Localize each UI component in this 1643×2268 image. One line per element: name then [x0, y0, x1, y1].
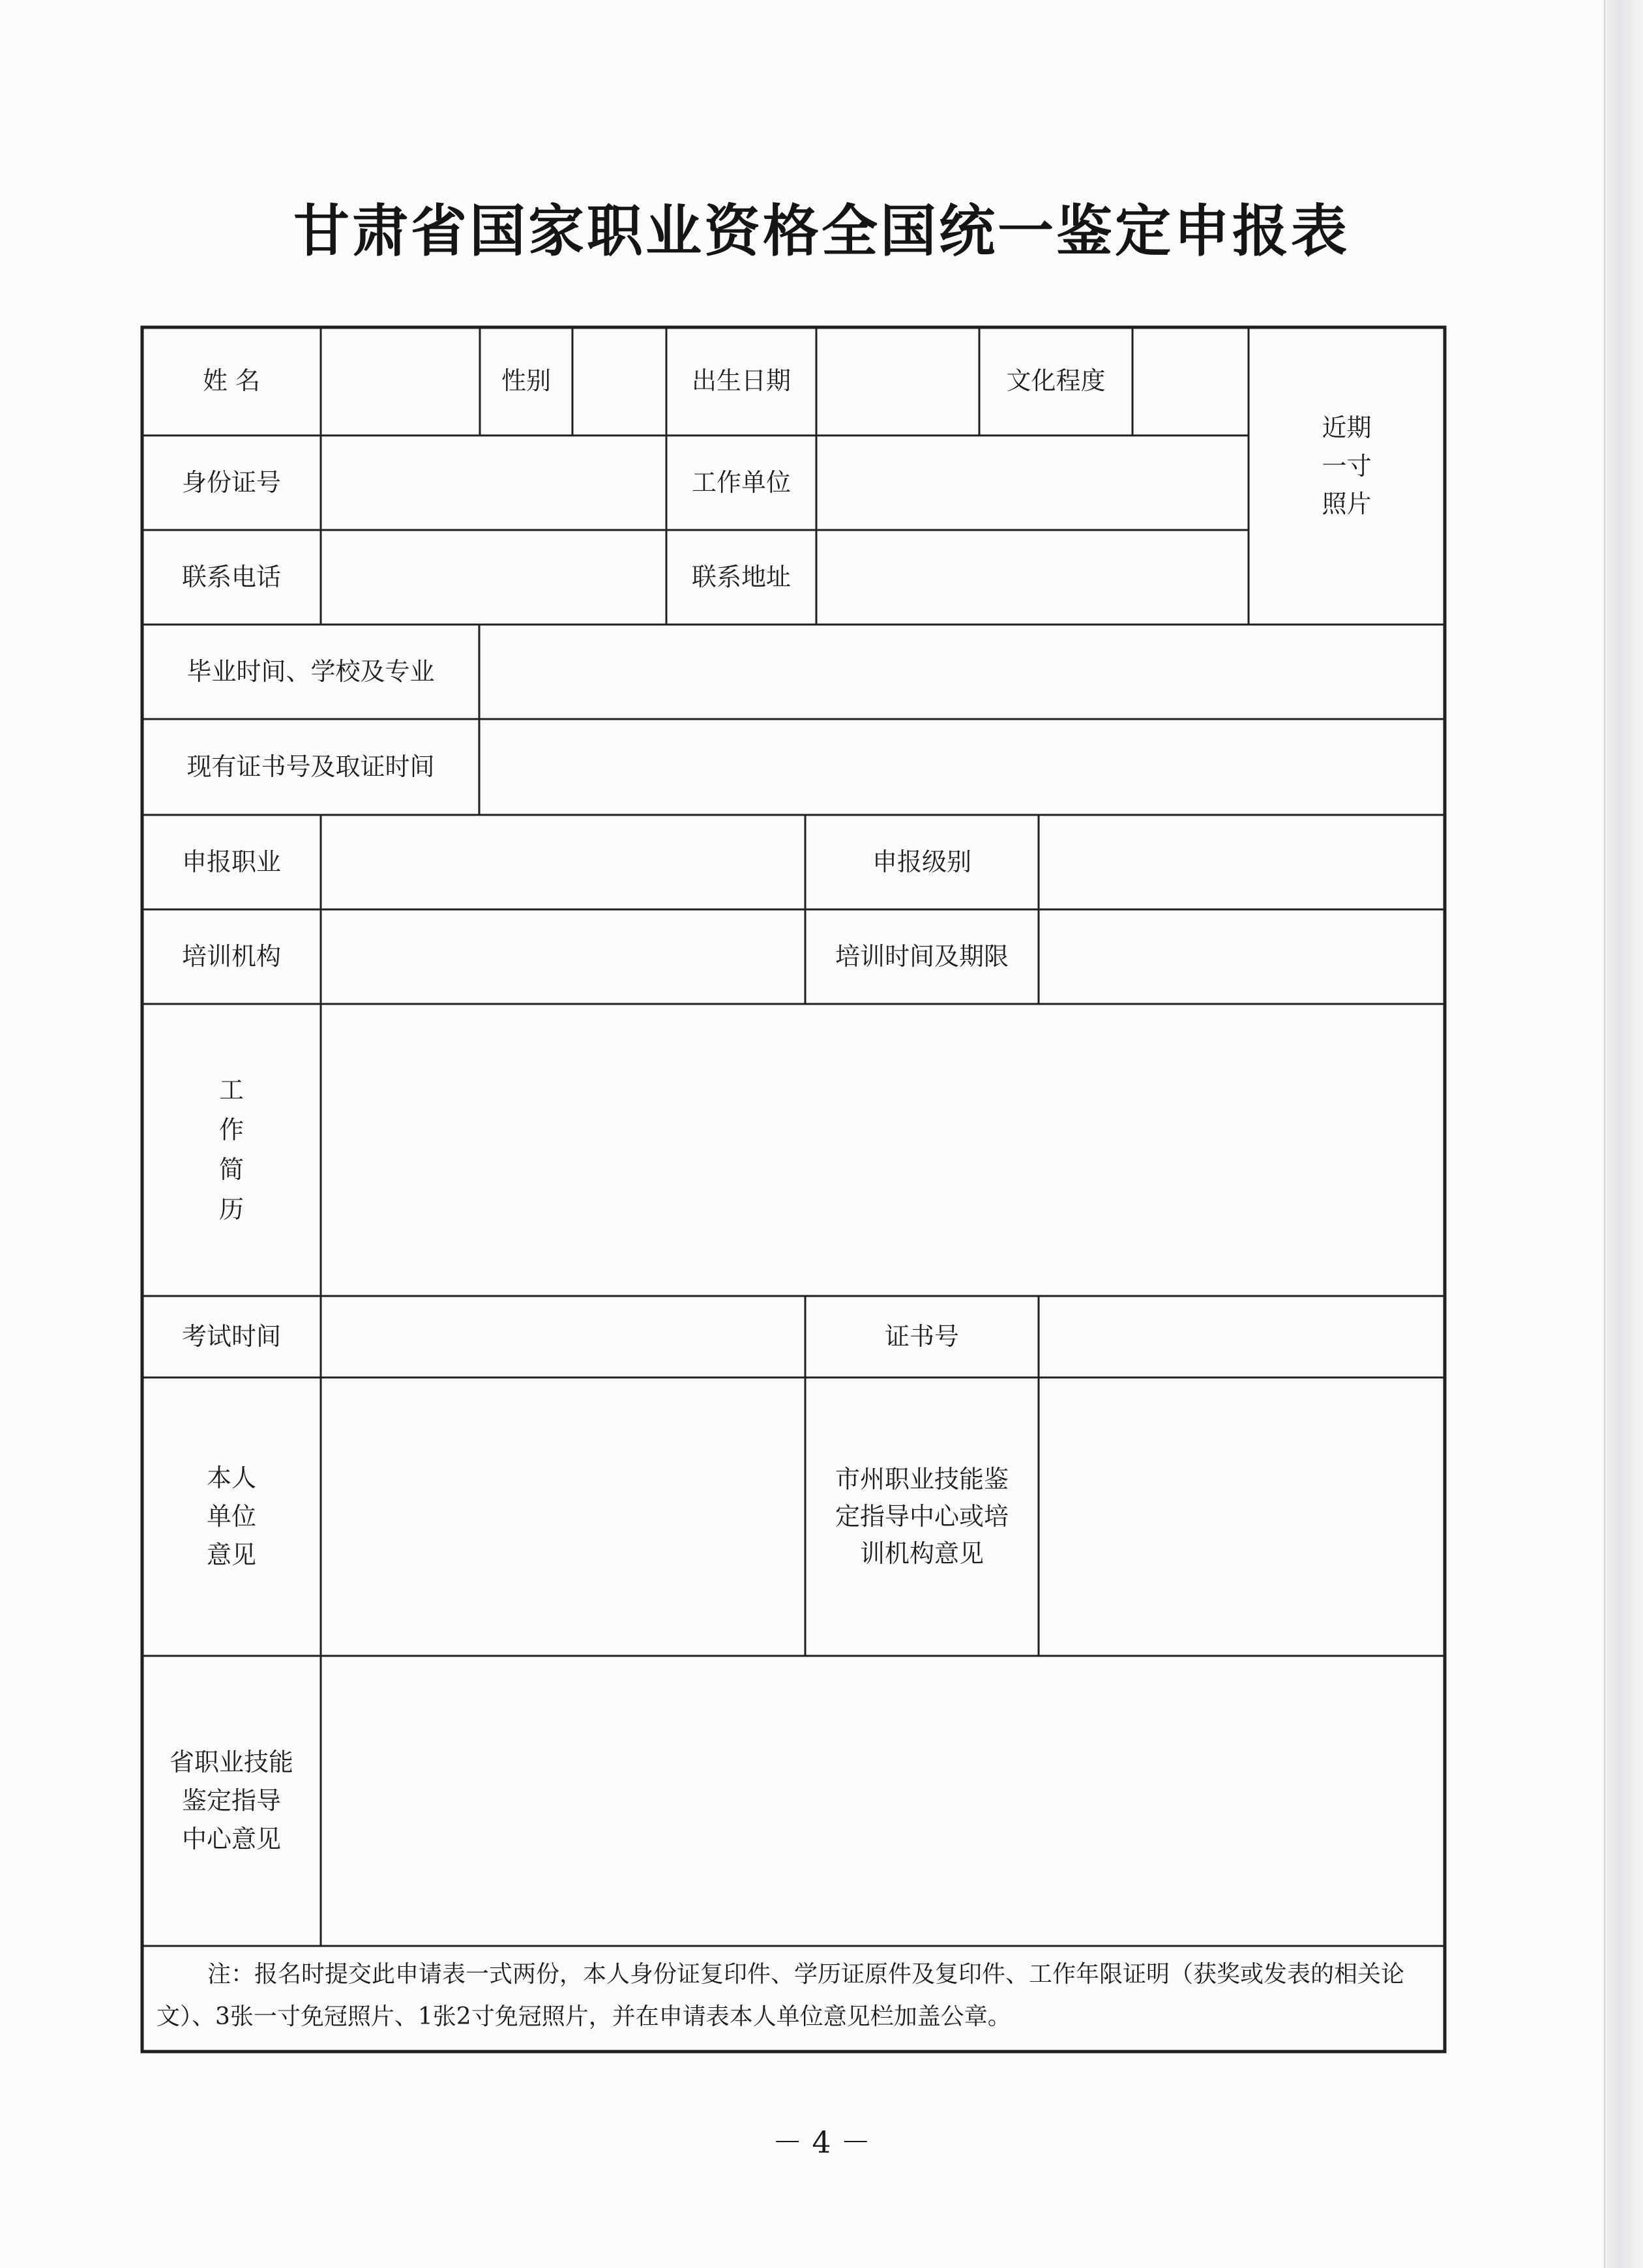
name-field[interactable]: [321, 327, 480, 435]
photo-label-line: 一寸: [1322, 451, 1372, 480]
unit-opinion-line: 单位: [206, 1502, 256, 1531]
work-history-label: [142, 1004, 321, 1296]
cert-number-label: 证书号: [884, 1321, 959, 1351]
form-note: 注：报名时提交此申请表一式两份，本人身份证复印件、学历证原件及复印件、工作年限证明（获奖或发表的相关论文）、3张一寸免冠照片、1张2寸免冠照片，并在申请表本人单位意见栏加盖公章。: [156, 1961, 1405, 2030]
province-opinion-label: [142, 1656, 321, 1946]
photo-label-line: 照片: [1322, 490, 1372, 519]
photo-box[interactable]: [1249, 391, 1445, 541]
address-label: 联系地址: [691, 562, 791, 591]
city-opinion-line: 训机构意见: [859, 1539, 984, 1568]
city-opinion-line: 市州职业技能鉴: [835, 1465, 1009, 1494]
province-opinion-field[interactable]: [321, 1656, 1445, 1946]
work-history-char: 简: [218, 1155, 244, 1184]
workplace-label: 工作单位: [691, 467, 791, 497]
address-field[interactable]: [816, 530, 1249, 625]
province-opinion-line: 鉴定指导: [181, 1786, 281, 1816]
page-number: － 4 －: [772, 2125, 871, 2160]
birth-date-field[interactable]: [816, 327, 979, 435]
gender-label: 性别: [501, 366, 551, 396]
graduation-label: 毕业时间、学校及专业: [186, 656, 435, 686]
education-field[interactable]: [1132, 327, 1249, 435]
province-opinion-line: 中心意见: [181, 1824, 281, 1853]
level-label: 申报级别: [872, 847, 971, 876]
certificate-label: 现有证书号及取证时间: [186, 752, 435, 781]
birth-date-label: 出生日期: [691, 366, 791, 396]
work-history-char: 工: [218, 1076, 244, 1105]
province-opinion-line: 省职业技能: [169, 1748, 293, 1777]
occupation-label: 申报职业: [181, 847, 281, 876]
level-field[interactable]: [1039, 815, 1445, 909]
city-opinion-label: [805, 1377, 1039, 1656]
training-org-label: 培训机构: [181, 941, 281, 971]
work-history-field[interactable]: [321, 1004, 1445, 1296]
work-history-char: 历: [218, 1194, 244, 1224]
id-number-label: 身份证号: [181, 467, 281, 497]
education-label: 文化程度: [1006, 366, 1106, 396]
training-time-label: 培训时间及期限: [835, 941, 1009, 971]
exam-time-field[interactable]: [321, 1296, 805, 1377]
exam-time-label: 考试时间: [181, 1321, 281, 1351]
city-opinion-field[interactable]: [1039, 1377, 1445, 1656]
phone-label: 联系电话: [181, 562, 281, 591]
cert-number-field[interactable]: [1039, 1296, 1445, 1377]
occupation-field[interactable]: [321, 815, 805, 909]
training-time-field[interactable]: [1039, 909, 1445, 1004]
unit-opinion-line: 本人: [206, 1464, 256, 1493]
training-org-field[interactable]: [321, 909, 805, 1004]
city-opinion-line: 定指导中心或培: [835, 1502, 1009, 1531]
workplace-field[interactable]: [816, 435, 1249, 530]
unit-opinion-label: [142, 1377, 321, 1656]
graduation-field[interactable]: [479, 625, 1445, 719]
name-label: 姓 名: [202, 366, 261, 396]
id-number-field[interactable]: [321, 435, 666, 530]
phone-field[interactable]: [321, 530, 666, 625]
certificate-field[interactable]: [479, 719, 1445, 815]
form-title: 甘肃省国家职业资格全国统一鉴定申报表: [293, 198, 1350, 264]
unit-opinion-field[interactable]: [321, 1377, 805, 1656]
gender-field[interactable]: [572, 327, 666, 435]
unit-opinion-line: 意见: [206, 1540, 256, 1569]
work-history-char: 作: [218, 1115, 244, 1145]
photo-label-line: 近期: [1322, 413, 1372, 442]
